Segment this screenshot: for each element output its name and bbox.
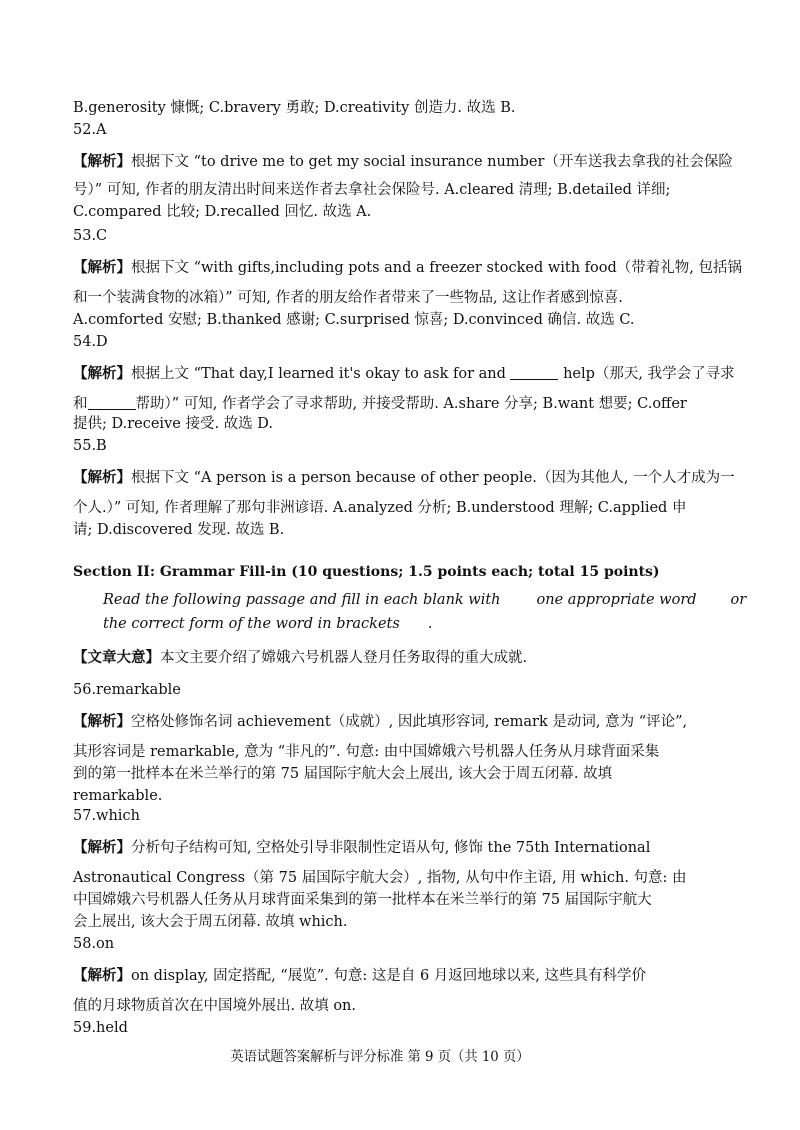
text-line: 其形容词是 remarkable, 意为 “非凡的”. 句意: 由中国嫦娥六号机器人任务从月球背面采集 bbox=[73, 744, 660, 760]
text-line: 会上展出, 该大会于周五闭幕. 故填 which. bbox=[73, 914, 348, 930]
text-line bbox=[73, 648, 527, 668]
section-heading: Section II: Grammar Fill-in (10 questions; 1.5 points each; total 15 points) bbox=[73, 564, 660, 580]
analysis-text: 根据上文 “That day,I learned it's okay to ask for and bbox=[131, 366, 506, 382]
instruction-line bbox=[103, 590, 746, 610]
text-line: 个人.）” 可知, 作者理解了那句非洲谚语. A.analyzed 分析; B.understood 理解; C.applied 申 bbox=[73, 500, 687, 516]
text-line: 值的月球物质首次在中国境外展出. 故填 on. bbox=[73, 998, 357, 1014]
answer-number: 56.remarkable bbox=[73, 682, 181, 698]
answer-number: 55.B bbox=[73, 438, 107, 454]
text-line: 请; D.discovered 发现. 故选 B. bbox=[73, 522, 285, 538]
text-line: Astronautical Congress（第 75 届国际宇航大会）, 指物, 从句中作主语, 用 which. 句意: 由 bbox=[73, 870, 687, 886]
instruction-line bbox=[103, 614, 432, 634]
text-line: A.comforted 安慰; B.thanked 感谢; C.surprised 惊喜; D.convinced 确信. 故选 C. bbox=[73, 312, 635, 328]
analysis-text: 根据下文 “with gifts,including pots and a freezer stocked with food（带着礼物, 包括锅 bbox=[131, 260, 742, 276]
text-line: C.compared 比较; D.recalled 回忆. 故选 A. bbox=[73, 204, 372, 220]
summary-text: 本文主要介绍了嫦娥六号机器人登月任务取得的重大成就. bbox=[160, 650, 528, 666]
instruction-text: or bbox=[730, 592, 747, 608]
text-line bbox=[73, 258, 742, 278]
text-line: B.generosity 慷慨; C.bravery 勇敢; D.creativity 创造力. 故选 B. bbox=[73, 100, 516, 116]
answer-number: 57.which bbox=[73, 808, 140, 824]
analysis-text: 根据下文 “to drive me to get my social insurance number（开车送我去拿我的社会保险 bbox=[131, 154, 733, 170]
analysis-text: on display, 固定搭配, “展览”. 句意: 这是自 6 月返回地球以来, 这些具有科学价 bbox=[131, 968, 647, 984]
text-line bbox=[73, 152, 733, 172]
analysis-label: 【解析】 bbox=[73, 469, 131, 486]
answer-number: 52.A bbox=[73, 122, 107, 138]
text-line bbox=[73, 838, 650, 858]
analysis-text: 分析句子结构可知, 空格处引导非限制性定语从句, 修饰 the 75th International bbox=[131, 840, 651, 856]
analysis-label: 【解析】 bbox=[73, 259, 131, 276]
text-line bbox=[73, 364, 735, 384]
text-line bbox=[73, 394, 687, 414]
text-line bbox=[73, 468, 735, 488]
answer-number: 58.on bbox=[73, 936, 115, 952]
page-footer: 英语试题答案解析与评分标准 第 9 页（共 10 页） bbox=[230, 1049, 530, 1065]
answer-number: 59.held bbox=[73, 1020, 128, 1036]
analysis-text: help（那天, 我学会了寻求 bbox=[563, 366, 735, 382]
analysis-label: 【解析】 bbox=[73, 713, 131, 730]
summary-label: 【文章大意】 bbox=[73, 649, 160, 666]
analysis-label: 【解析】 bbox=[73, 839, 131, 856]
text-line bbox=[73, 966, 646, 986]
blank-line bbox=[88, 395, 136, 410]
text-line: 和一个装满食物的冰箱）” 可知, 作者的朋友给作者带来了一些物品, 这让作者感到惊喜. bbox=[73, 290, 623, 306]
blank-line bbox=[510, 365, 558, 380]
text-line: 提供; D.receive 接受. 故选 D. bbox=[73, 416, 273, 432]
analysis-label: 【解析】 bbox=[73, 365, 131, 382]
text-line bbox=[73, 712, 687, 732]
analysis-text: 根据下文 “A person is a person because of other people.（因为其他人, 一个人才成为一 bbox=[131, 470, 735, 486]
analysis-text: 空格处修饰名词 achievement（成就）, 因此填形容词, remark 是动词, 意为 “评论”, bbox=[131, 714, 688, 730]
instruction-text: the correct form of the word in brackets bbox=[103, 616, 400, 632]
analysis-text: 帮助）” 可知, 作者学会了寻求帮助, 并接受帮助. A.share 分享; B.want 想要; C.offer bbox=[135, 396, 687, 412]
instruction-text: . bbox=[427, 616, 433, 632]
text-line: remarkable. bbox=[73, 788, 163, 804]
text-line: 号）” 可知, 作者的朋友清出时间来送作者去拿社会保险号. A.cleared 清理; B.detailed 详细; bbox=[73, 182, 671, 198]
text-line: 到的第一批样本在米兰举行的第 75 届国际宇航大会上展出, 该大会于周五闭幕. 故填 bbox=[73, 766, 613, 782]
analysis-text: 和 bbox=[73, 396, 88, 412]
instruction-text: Read the following passage and fill in each blank with bbox=[103, 592, 501, 608]
analysis-label: 【解析】 bbox=[73, 967, 131, 984]
instruction-text: one appropriate word bbox=[536, 592, 697, 608]
answer-number: 53.C bbox=[73, 228, 108, 244]
text-line: 中国嫦娥六号机器人任务从月球背面采集到的第一批样本在米兰举行的第 75 届国际宇航大 bbox=[73, 892, 652, 908]
analysis-label: 【解析】 bbox=[73, 153, 131, 170]
answer-number: 54.D bbox=[73, 334, 108, 350]
